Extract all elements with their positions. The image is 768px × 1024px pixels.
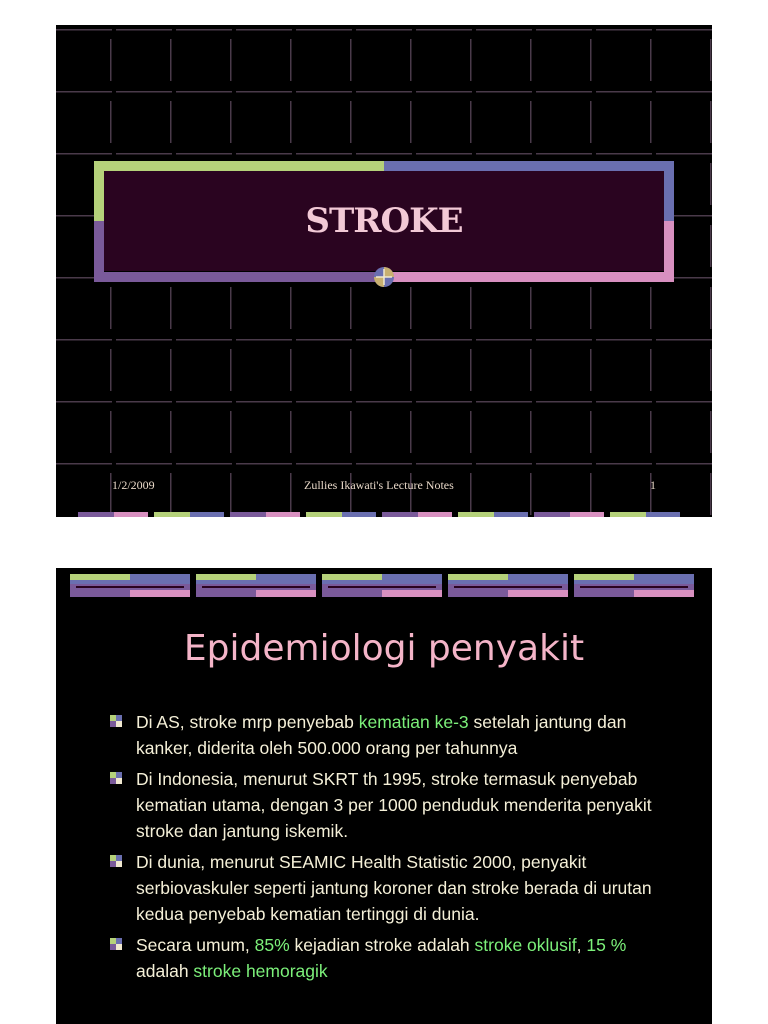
highlight-text: 15 % <box>586 935 627 955</box>
footer-date: 1/2/2009 <box>112 478 155 492</box>
bullet-text: kejadian stroke adalah <box>289 935 475 955</box>
highlight-text: 85% <box>254 935 290 955</box>
highlight-text: stroke hemoragik <box>193 961 328 981</box>
knot-ornament-icon <box>373 266 395 288</box>
title-box <box>104 171 664 271</box>
content-slide <box>56 568 712 1024</box>
bullet-text: Di dunia, menurut SEAMIC Health Statistic 2000, penyakit serbiovaskuler seperti jantung koroner dan stroke berada di urutan kedua penyebab kematian tertinggi di dunia. <box>136 852 652 924</box>
bullet-text: , <box>576 935 587 955</box>
top-decorative-bars <box>70 574 696 598</box>
bottom-color-bars <box>56 512 712 517</box>
bullet-text: setelah jantung dan kanker, diderita oleh 500.000 orang per tahunnya <box>136 712 627 758</box>
title-slide <box>56 25 712 517</box>
bullet-list <box>108 709 668 989</box>
bullet-text: Di Indonesia, menurut SKRT th 1995, stroke termasuk penyebab kematian utama, dengan 3 per 1000 penduduk menderita penyakit stroke dan jantung iskemik. <box>136 769 652 841</box>
bullet-item <box>108 766 668 844</box>
bullet-item <box>108 709 668 761</box>
footer-page-number: 1 <box>650 478 656 492</box>
slide-title: STROKE <box>305 201 463 241</box>
slide-heading: Epidemiologi penyakit <box>183 628 585 669</box>
highlight-text: stroke oklusif <box>474 935 577 955</box>
highlight-text: kematian ke-3 <box>358 712 469 732</box>
bullet-text: Secara umum, <box>136 935 255 955</box>
bullet-square-icon <box>110 772 122 784</box>
bullet-square-icon <box>110 715 122 727</box>
bullet-item <box>108 932 668 984</box>
footer-notes: Zullies Ikawati's Lecture Notes <box>304 478 454 492</box>
bullet-text: adalah <box>136 961 194 981</box>
bullet-text: Di AS, stroke mrp penyebab <box>136 712 359 732</box>
bullet-square-icon <box>110 855 122 867</box>
bullet-item <box>108 849 668 927</box>
bullet-square-icon <box>110 938 122 950</box>
